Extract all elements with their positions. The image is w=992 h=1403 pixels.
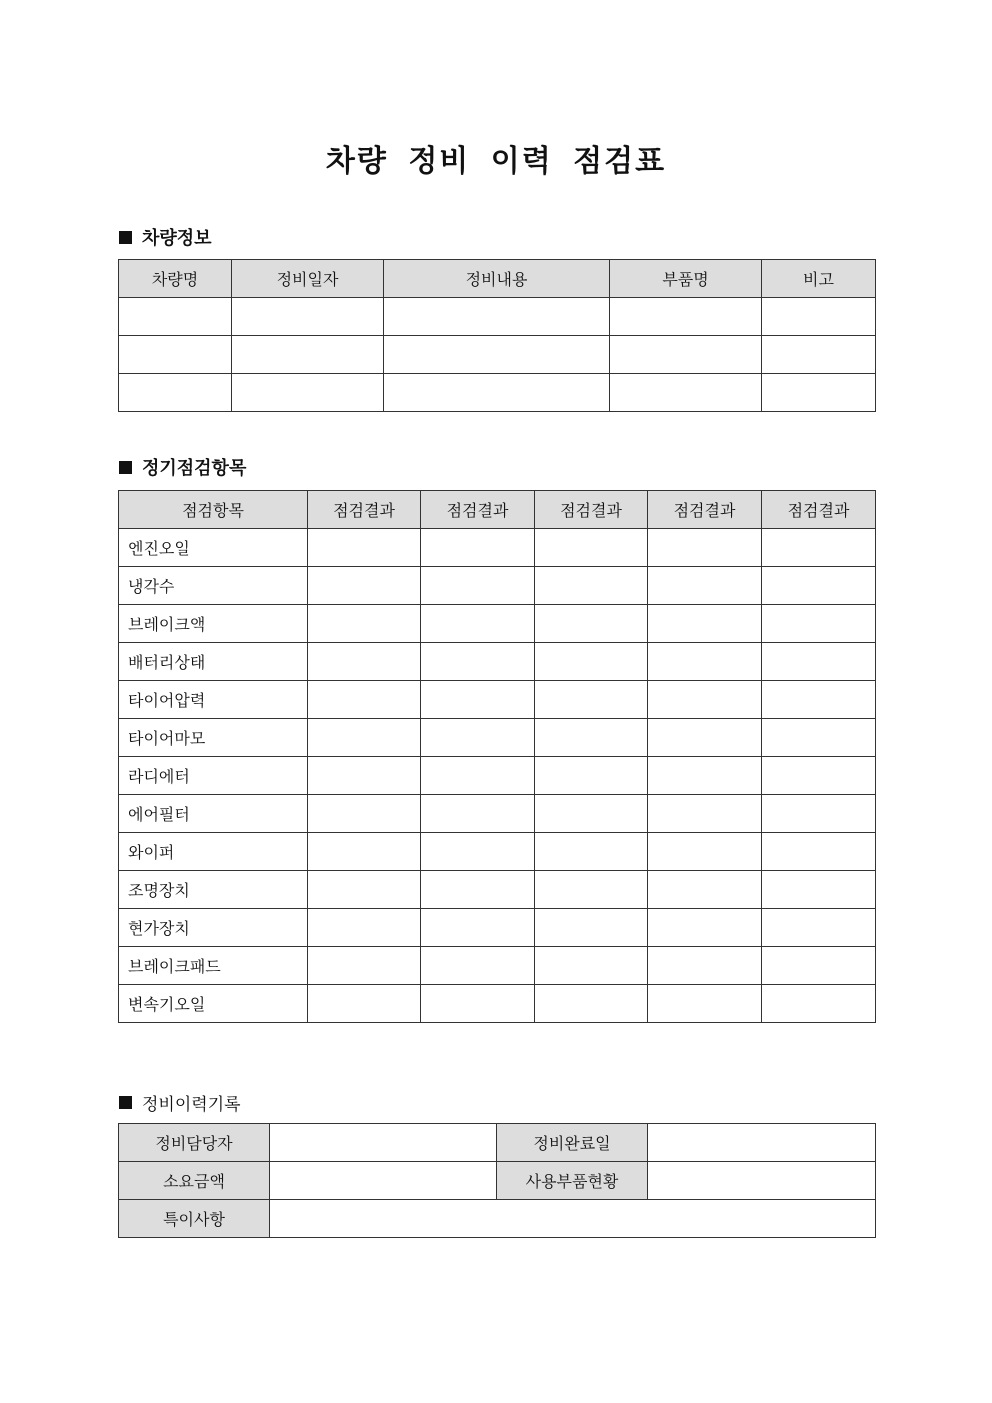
vehicle-cell[interactable] [119,374,232,412]
inspection-result-cell[interactable] [421,795,535,833]
record-heading [119,1090,241,1115]
inspection-result-cell[interactable] [308,567,421,605]
table-row [119,1200,876,1238]
inspection-result-cell[interactable] [308,757,421,795]
inspection-item-label: 조명장치 [119,871,308,909]
inspection-result-cell[interactable] [421,719,535,757]
table-row [119,833,876,871]
inspection-header-cell: 점검결과 [762,491,876,529]
inspection-result-cell[interactable] [308,605,421,643]
filled-square-icon [119,231,132,244]
inspection-result-cell[interactable] [648,643,762,681]
vehicle-cell[interactable] [762,336,876,374]
inspection-item-label: 냉각수 [119,567,308,605]
inspection-result-cell[interactable] [308,681,421,719]
inspection-item-label: 에어필터 [119,795,308,833]
table-row [119,529,876,567]
completion-date-field[interactable] [648,1124,876,1162]
cost-field[interactable] [270,1162,497,1200]
inspection-item-label: 타이어마모 [119,719,308,757]
inspection-result-cell[interactable] [308,643,421,681]
parts-used-label: 사용부품현황 [497,1162,648,1200]
inspection-result-cell[interactable] [762,567,876,605]
table-row [119,643,876,681]
inspection-result-cell[interactable] [421,757,535,795]
inspection-heading [119,454,246,480]
page-title: 차량 정비 이력 점검표 [325,144,667,179]
inspection-heading-text: 정기점검항목 [142,458,247,479]
inspection-result-cell[interactable] [648,529,762,567]
inspection-result-cell[interactable] [648,605,762,643]
vehicle-cell[interactable] [762,374,876,412]
vehicle-cell[interactable] [610,374,762,412]
inspection-item-label: 와이퍼 [119,833,308,871]
technician-label: 정비담당자 [119,1124,270,1162]
table-row [119,719,876,757]
vehicle-header-cell: 정비내용 [384,260,610,298]
inspection-result-cell[interactable] [762,681,876,719]
table-row [119,871,876,909]
inspection-result-cell[interactable] [762,529,876,567]
inspection-header-cell: 점검결과 [421,491,535,529]
completion-date-label: 정비완료일 [497,1124,648,1162]
vehicle-cell[interactable] [232,374,384,412]
vehicle-header-cell: 비고 [762,260,876,298]
inspection-table [118,490,876,1023]
table-row [119,336,876,374]
inspection-result-cell[interactable] [535,719,648,757]
vehicle-cell[interactable] [384,298,610,336]
inspection-result-cell[interactable] [648,567,762,605]
table-row [119,298,876,336]
inspection-result-cell[interactable] [421,947,535,985]
table-row [119,1124,876,1162]
vehicle-cell[interactable] [119,298,232,336]
cost-label: 소요금액 [119,1162,270,1200]
inspection-result-cell[interactable] [421,681,535,719]
table-row [119,681,876,719]
inspection-result-cell[interactable] [308,795,421,833]
record-heading-text: 정비이력기록 [142,1095,241,1115]
vehicle-info-table [118,259,876,412]
inspection-item-label: 엔진오일 [119,529,308,567]
remarks-label: 특이사항 [119,1200,270,1238]
vehicle-cell[interactable] [384,336,610,374]
inspection-result-cell[interactable] [535,795,648,833]
vehicle-cell[interactable] [232,336,384,374]
inspection-item-label: 브레이크패드 [119,947,308,985]
vehicle-header-cell: 부품명 [610,260,762,298]
inspection-result-cell[interactable] [535,681,648,719]
inspection-result-cell[interactable] [762,985,876,1023]
vehicle-cell[interactable] [762,298,876,336]
inspection-result-cell[interactable] [535,567,648,605]
table-row [119,374,876,412]
inspection-result-cell[interactable] [421,643,535,681]
inspection-result-cell[interactable] [762,871,876,909]
inspection-item-label: 브레이크액 [119,605,308,643]
inspection-result-cell[interactable] [421,833,535,871]
vehicle-cell[interactable] [610,336,762,374]
inspection-item-label: 라디에터 [119,757,308,795]
remarks-field[interactable] [270,1200,876,1238]
inspection-result-cell[interactable] [648,757,762,795]
inspection-header-cell: 점검결과 [308,491,421,529]
inspection-result-cell[interactable] [535,985,648,1023]
inspection-header-cell: 점검결과 [648,491,762,529]
inspection-item-label: 배터리상태 [119,643,308,681]
inspection-result-cell[interactable] [648,871,762,909]
inspection-result-cell[interactable] [308,947,421,985]
inspection-result-cell[interactable] [648,719,762,757]
table-row [119,567,876,605]
vehicle-table-header-row [119,260,876,298]
inspection-result-cell[interactable] [421,567,535,605]
table-row [119,795,876,833]
table-row [119,1162,876,1200]
inspection-result-cell[interactable] [535,529,648,567]
inspection-result-cell[interactable] [762,605,876,643]
inspection-item-label: 현가장치 [119,909,308,947]
inspection-result-cell[interactable] [762,947,876,985]
inspection-result-cell[interactable] [535,871,648,909]
table-row [119,985,876,1023]
inspection-result-cell[interactable] [308,985,421,1023]
inspection-item-label: 변속기오일 [119,985,308,1023]
inspection-result-cell[interactable] [762,909,876,947]
inspection-result-cell[interactable] [648,833,762,871]
inspection-result-cell[interactable] [421,605,535,643]
inspection-header-cell: 점검항목 [119,491,308,529]
inspection-table-header-row [119,491,876,529]
inspection-result-cell[interactable] [648,985,762,1023]
inspection-result-cell[interactable] [762,833,876,871]
inspection-result-cell[interactable] [648,681,762,719]
vehicle-cell[interactable] [384,374,610,412]
filled-square-icon [119,1096,132,1109]
vehicle-info-heading [119,224,212,250]
inspection-result-cell[interactable] [762,795,876,833]
parts-used-field[interactable] [648,1162,876,1200]
inspection-result-cell[interactable] [308,833,421,871]
table-row [119,947,876,985]
inspection-result-cell[interactable] [535,757,648,795]
inspection-result-cell[interactable] [535,909,648,947]
inspection-result-cell[interactable] [648,909,762,947]
inspection-item-label: 타이어압력 [119,681,308,719]
vehicle-cell[interactable] [610,298,762,336]
vehicle-header-cell: 차량명 [119,260,232,298]
inspection-result-cell[interactable] [308,719,421,757]
inspection-result-cell[interactable] [535,947,648,985]
vehicle-header-cell: 정비일자 [232,260,384,298]
inspection-result-cell[interactable] [421,909,535,947]
inspection-result-cell[interactable] [308,871,421,909]
inspection-result-cell[interactable] [648,795,762,833]
inspection-result-cell[interactable] [535,833,648,871]
inspection-result-cell[interactable] [421,529,535,567]
table-row [119,757,876,795]
table-row [119,909,876,947]
inspection-result-cell[interactable] [762,643,876,681]
maintenance-record-table [118,1123,876,1238]
vehicle-info-heading-text: 차량정보 [142,228,212,249]
inspection-result-cell[interactable] [308,909,421,947]
vehicle-cell[interactable] [232,298,384,336]
vehicle-cell[interactable] [119,336,232,374]
inspection-result-cell[interactable] [762,719,876,757]
inspection-result-cell[interactable] [421,871,535,909]
inspection-result-cell[interactable] [535,643,648,681]
table-row [119,605,876,643]
inspection-header-cell: 점검결과 [535,491,648,529]
inspection-result-cell[interactable] [762,757,876,795]
inspection-result-cell[interactable] [648,947,762,985]
filled-square-icon [119,461,132,474]
inspection-result-cell[interactable] [535,605,648,643]
inspection-result-cell[interactable] [308,529,421,567]
technician-field[interactable] [270,1124,497,1162]
inspection-result-cell[interactable] [421,985,535,1023]
